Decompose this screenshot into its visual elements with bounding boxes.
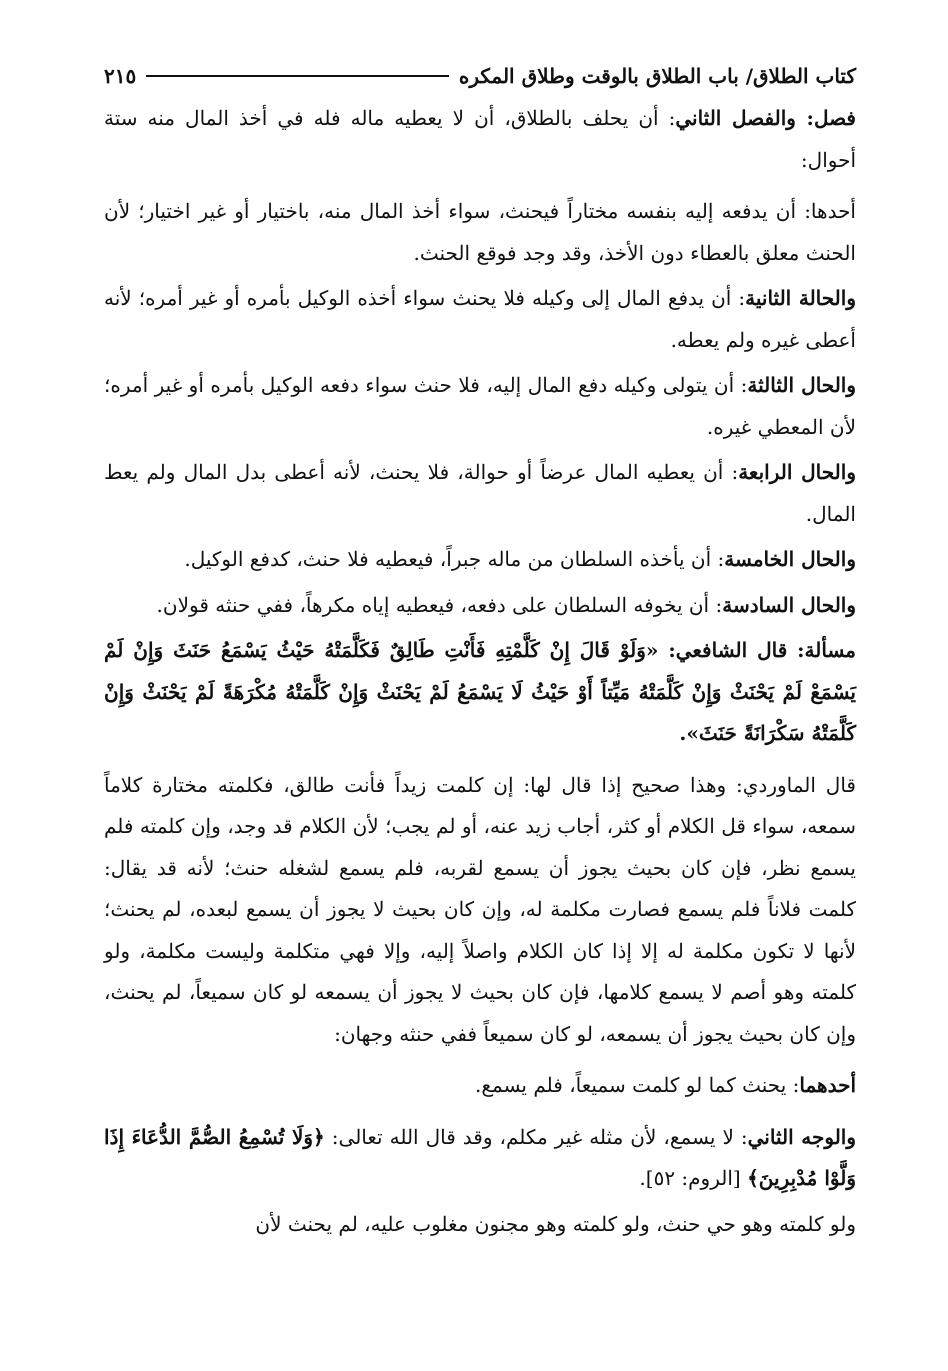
paragraph-last xyxy=(104,1204,856,1246)
paragraph-text: قال الماوردي: وهذا صحيح إذا قال لها: إن كلمت زيداً فأنت طالق، فكلمته مختارة كلاماً سمعه، سواء قل الكلام أو كثر، أجاب زيد عنه، أو لم يجب؛ لأن الكلام قد وجد، وإن كلمته فلم يسمع نظر، فإن كان بحيث يجوز أن يسمع لقربه، فلم يسمع لشغله حنث؛ لأنه قد يقال: كلمت فلاناً فلم يسمع فصارت مكلمة له، وإن كان بحيث لا يجوز أن يسمع لبعده، لم يحنث؛ لأنها لا تكون مكلمة له إلا إذا كان الكلام واصلاً إليه، وإلا فهي متكلمة وليست مكلمة، ولو كلمته وهو أصم لا يسمع كلامها، فإن كان بحيث لا يجوز أن يسمعه لو كان سميعاً، لم يحنث، وإن كان بحيث يجوز أن يسمعه، لو كان سميعاً ففي حنثه وجهان: xyxy=(104,772,856,1046)
running-title: كتاب الطلاق/ باب الطلاق بالوقت وطلاق المكره xyxy=(458,64,856,88)
shafii-quote: : «وَلَوْ قَالَ إِنْ كَلَّمْتِهِ فَأَنْتِ طَالِقٌ فَكَلَّمَتْهُ حَيْثُ يَسْمَعُ حَنَثَ وَإِنْ لَمْ يَسْمَعْ لَمْ يَحْنَثْ وَإِنْ كَلَّمَتْهُ مَيِّتاً أَوْ حَيْثُ لَا يَسْمَعُ لَمْ يَحْنَثْ وَإِنْ كَلَّمَتْهُ مُكْرَهَةً لَمْ يَحْنَثْ وَإِنْ كَلَّمَتْهُ سَكْرَانَةً حَنَثَ». xyxy=(104,638,856,745)
paragraph-case-4 xyxy=(104,452,856,535)
paragraph-case-1 xyxy=(104,191,856,274)
paragraph-masala xyxy=(104,630,856,755)
case-label: والحال السادسة xyxy=(722,592,856,617)
masala-label: مسألة: قال الشافعي xyxy=(675,638,856,662)
page-header xyxy=(104,58,856,94)
page-body xyxy=(104,98,856,1245)
case-label: والحال الرابعة xyxy=(738,460,856,484)
paragraph-text: : أن يدفع المال إلى وكيله فلا يحنث سواء أخذه الوكيل بأمره أو غير أمره؛ لأنه أعطى غيره ولم يعطه. xyxy=(104,286,856,352)
paragraph-case-6 xyxy=(104,585,856,627)
section-label: فصل: والفصل الثاني xyxy=(675,106,856,130)
view-label: أحدهما xyxy=(799,1073,856,1097)
paragraph-text: : أن يحلف بالطلاق، أن لا يعطيه ماله فله في أخذ المال منه ستة أحوال: xyxy=(104,106,856,172)
paragraph-case-2 xyxy=(104,278,856,361)
paragraph-case-3 xyxy=(104,365,856,448)
case-label: والحالة الثانية xyxy=(745,286,856,310)
header-rule xyxy=(146,75,449,77)
paragraph-text: : أن يخوفه السلطان على دفعه، فيعطيه إياه مكرهاً، ففي حنثه قولان. xyxy=(156,592,723,617)
paragraph-text: : أن يعطيه المال عرضاً أو حوالة، فلا يحنث، لأنه أعطى بدل المال ولم يعط المال. xyxy=(104,460,856,526)
paragraph-case-5 xyxy=(104,539,856,581)
verse-reference: [الروم: ٥٢]. xyxy=(639,1166,741,1190)
paragraph-section-heading xyxy=(104,98,856,181)
paragraph-text: : أن يأخذه السلطان من ماله جبراً، فيعطيه فلا حنث، كدفع الوكيل. xyxy=(184,547,725,571)
case-label: والحال الثالثة xyxy=(747,373,857,397)
case-label: والحال الخامسة xyxy=(724,547,856,571)
page-number: ٢١٥ xyxy=(104,64,137,88)
view-label: والوجه الثاني xyxy=(747,1124,856,1149)
paragraph-text: ولو كلمته وهو حي حنث، ولو كلمته وهو مجنون مغلوب عليه، لم يحنث لأن xyxy=(255,1211,856,1236)
paragraph-second-view xyxy=(104,1117,856,1200)
paragraph-text: أحدها: أن يدفعه إليه بنفسه مختاراً فيحنث، سواء أخذ المال منه، باختيار أو غير اختيار؛ لأن الحنث معلق بالعطاء دون الأخذ، وقد وجد فوقع الحنث. xyxy=(104,199,856,265)
quran-verse: ﴿وَلَا تُسْمِعُ الصُّمَّ الدُّعَاءَ إِذَا وَلَّوْا مُدْبِرِينَ﴾ xyxy=(104,1124,856,1190)
paragraph-mawardi xyxy=(104,765,856,1056)
paragraph-text: : لا يسمع، لأن مثله غير مكلم، وقد قال الله تعالى: xyxy=(331,1124,748,1149)
paragraph-first-view xyxy=(104,1065,856,1107)
paragraph-text: : أن يتولى وكيله دفع المال إليه، فلا حنث سواء دفعه الوكيل بأمره أو غير أمره؛ لأن المعطي غيره. xyxy=(104,373,856,439)
paragraph-text: : يحنث كما لو كلمت سميعاً، فلم يسمع. xyxy=(475,1073,800,1097)
